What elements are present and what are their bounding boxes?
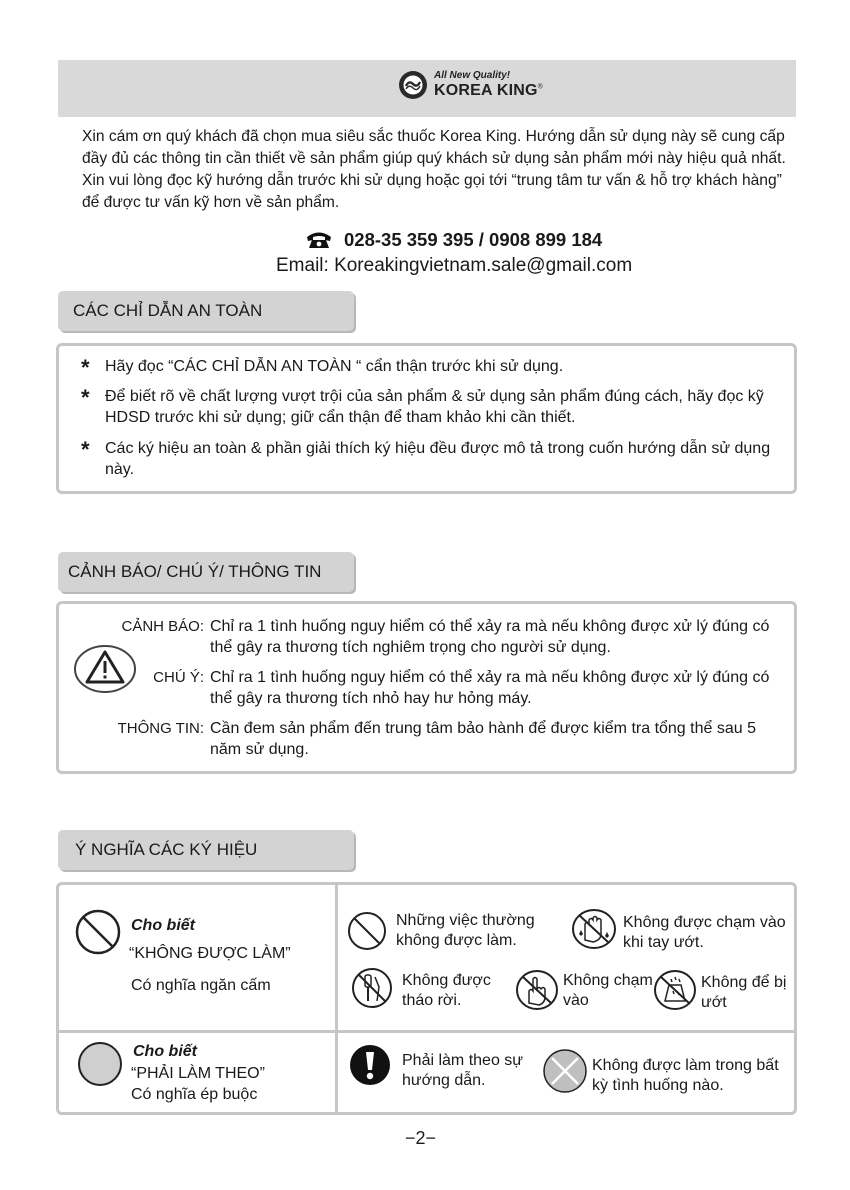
- prohibit-heading: Cho biết: [131, 917, 195, 934]
- brand-name: KOREA KING®: [434, 82, 543, 99]
- asterisk-icon: *: [81, 385, 90, 410]
- symbol-label: Không được tháo rời.: [402, 972, 491, 1009]
- safety-item: * Để biết rõ về chất lượng vượt trội của sản phẩm & sử dụng sản phẩm đúng cách, hãy đọc kỹ HDSD trước khi sử dụng; giữ cẩn thận để tham khảo khi cần thiết.: [81, 385, 764, 426]
- brand-logo-icon: [398, 70, 428, 100]
- mandatory-meaning: Có nghĩa ép buộc: [131, 1086, 258, 1103]
- header-bar: [58, 60, 796, 117]
- definition-label: CHÚ Ý:: [153, 669, 204, 686]
- intro-paragraph: Xin cám ơn quý khách đã chọn mua siêu sắc thuốc Korea King. Hướng dẫn sử dụng này sẽ cung cấp đầy đủ các thông tin cần thiết về sản phẩm giúp quý khách sử dụng sản phẩm mới này hiệu quả nhất. Xin vui lòng đọc kỹ hướng dẫn trước khi sử dụng hoặc gọi tới “trung tâm tư vấn & hỗ trợ khách hàng” để được tư vấn kỹ hơn về sản phẩm.: [82, 128, 786, 211]
- prohibit-meaning: Có nghĩa ngăn cấm: [131, 977, 271, 994]
- no-disassembly-icon: [351, 967, 393, 1009]
- definition-text: Cần đem sản phẩm đến trung tâm bảo hành để được kiểm tra tổng thể sau 5 năm sử dụng.: [210, 720, 756, 758]
- no-touch-icon: [515, 969, 559, 1011]
- brand-tagline: All New Quality!: [434, 70, 511, 81]
- definition-text: Chỉ ra 1 tình huống nguy hiểm có thể xảy ra mà nếu không được xử lý đúng có thể gây ra thương tích nhỏ hay hư hỏng máy.: [210, 669, 770, 707]
- safety-panel: [56, 343, 797, 494]
- asterisk-icon: *: [81, 437, 90, 462]
- definition-warning: [89, 616, 790, 658]
- symbol-label: Không được chạm vào khi tay ướt.: [623, 914, 786, 951]
- mandatory-circle-icon: [77, 1041, 123, 1087]
- definition-caution: [89, 667, 790, 709]
- exclamation-mandatory-icon: [349, 1044, 391, 1086]
- section-title-warnings: CẢNH BÁO/ CHÚ Ý/ THÔNG TIN: [58, 552, 354, 592]
- section-title-symbols: Ý NGHĨA CÁC KÝ HIỆU: [58, 830, 354, 870]
- prohibit-quote: “KHÔNG ĐƯỢC LÀM”: [129, 945, 291, 962]
- safety-item: * Các ký hiệu an toàn & phần giải thích ký hiệu đều được mô tả trong cuốn hướng dẫn sử dụng này.: [81, 437, 771, 478]
- phone-line: [306, 229, 602, 251]
- prohibition-icon: [75, 909, 121, 955]
- safety-item: * Hãy đọc “CÁC CHỈ DẪN AN TOÀN “ cẩn thận trước khi sử dụng.: [81, 355, 564, 380]
- email-address: Email: Koreakingvietnam.sale@gmail.com: [276, 255, 633, 276]
- asterisk-icon: *: [81, 355, 90, 380]
- symbols-table: [56, 882, 797, 1115]
- page-number: −2−: [405, 1128, 437, 1148]
- section-title-safety: CÁC CHỈ DẪN AN TOÀN: [58, 291, 354, 331]
- symbol-label: Không để bị ướt: [701, 974, 787, 1011]
- no-water-icon: [653, 969, 697, 1011]
- definition-label: CẢNH BÁO:: [121, 618, 204, 635]
- phone-number: 028-35 359 395 / 0908 899 184: [344, 229, 603, 250]
- warnings-panel: [56, 601, 797, 774]
- no-wet-hands-icon: [571, 908, 617, 950]
- mandatory-quote: “PHẢI LÀM THEO”: [131, 1065, 265, 1082]
- general-prohibition-icon: [347, 911, 387, 951]
- definition-text: Chỉ ra 1 tình huống nguy hiểm có thể xảy ra mà nếu không được xử lý đúng có thể gây ra thương tích nghiêm trọng cho người sử dụng.: [210, 618, 770, 656]
- definition-label: THÔNG TIN:: [117, 720, 204, 737]
- symbol-label: Những việc thường không được làm.: [396, 912, 535, 949]
- telephone-icon: [306, 231, 332, 249]
- symbol-label: Không được làm trong bất kỳ tình huống nào.: [592, 1057, 779, 1094]
- brand-logo: [398, 70, 543, 100]
- definition-info: [89, 718, 790, 760]
- mandatory-heading: Cho biết: [133, 1043, 197, 1060]
- never-allowed-icon: [542, 1048, 588, 1094]
- symbol-label: Phải làm theo sự hướng dẫn.: [402, 1052, 523, 1089]
- symbol-label: Không chạm vào: [563, 972, 653, 1009]
